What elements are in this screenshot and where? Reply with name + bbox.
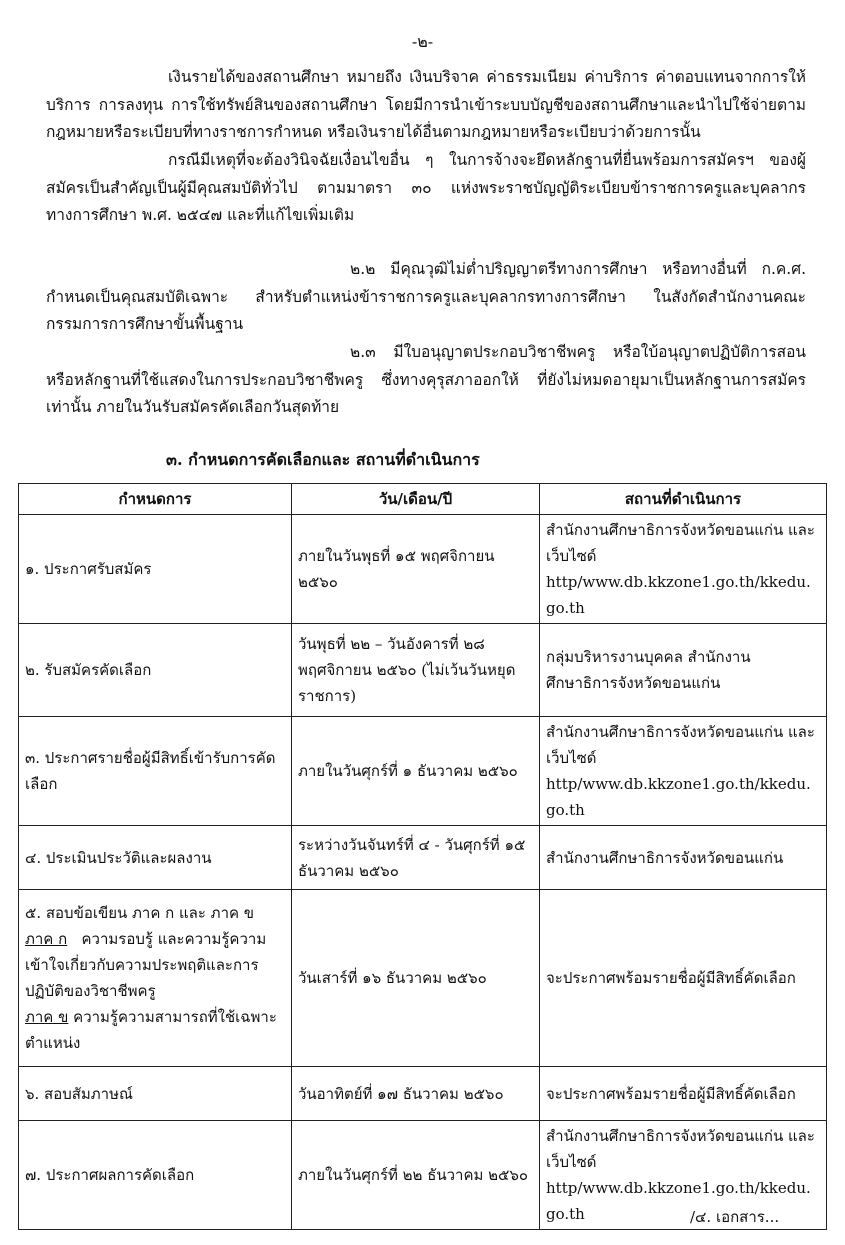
- table-row: [19, 890, 827, 1067]
- page-number: -๒-: [411, 32, 434, 51]
- part-b-label: ภาค ข: [25, 1008, 69, 1026]
- schedule-cell: ๓. ประกาศรายชื่อผู้มีสิทธิ์เข้ารับการคัดเลือก: [19, 717, 292, 826]
- table-row: [19, 515, 827, 624]
- part-a: [25, 926, 285, 1004]
- paragraph-conditions: กรณีมีเหตุที่จะต้องวินิจฉัยเงื่อนไขอื่น ๆ ในการจ้างจะยึดหลักฐานที่ยื่นพร้อมการสมัครฯ ของผู้สมัครเป็นสำคัญเป็นผู้มีคุณสมบัติทั่วไป ตามมาตรา ๓๐ แห่งพระราชบัญญัติระเบียบข้าราชการครูและบุคลากรทางการศึกษา พ.ศ. ๒๕๔๗ และที่แก้ไขเพิ่มเติม: [46, 151, 806, 224]
- date-cell: วันเสาร์ที่ ๑๖ ธันวาคม ๒๕๖๐: [292, 890, 540, 1067]
- schedule-cell: ๗. ประกาศผลการคัดเลือก: [19, 1121, 292, 1230]
- place-cell: จะประกาศพร้อมรายชื่อผู้มีสิทธิ์คัดเลือก: [540, 1067, 827, 1121]
- schedule-cell: ๖. สอบสัมภาษณ์: [19, 1067, 292, 1121]
- schedule-cell: ๒. รับสมัครคัดเลือก: [19, 624, 292, 717]
- header-place: สถานที่ดำเนินการ: [540, 484, 827, 515]
- schedule-cell: ๔. ประเมินประวัติและผลงาน: [19, 826, 292, 890]
- schedule-cell: [19, 890, 292, 1067]
- date-cell: ภายในวันศุกร์ที่ ๑ ธันวาคม ๒๕๖๐: [292, 717, 540, 826]
- table-row: [19, 1067, 827, 1121]
- place-cell: สำนักงานศึกษาธิการจังหวัดขอนแก่น: [540, 826, 827, 890]
- part-b-text: ความรู้ความสามารถที่ใช้เฉพาะตำแหน่ง: [25, 1008, 277, 1052]
- place-cell: สำนักงานศึกษาธิการจังหวัดขอนแก่น และเว็บไซด์ http/www.db.kkzone1.go.th/kkedu.go.th: [540, 515, 827, 624]
- section-heading: ๓. กำหนดการคัดเลือกและ สถานที่ดำเนินการ: [166, 450, 480, 469]
- part-a-text: ความรอบรู้ และความรู้ความเข้าใจเกี่ยวกับความประพฤติและการปฏิบัติของวิชาชีพครู: [25, 930, 267, 1000]
- table-row: [19, 624, 827, 717]
- written-exam-title: ๕. สอบข้อเขียน ภาค ก และ ภาค ข: [25, 904, 255, 922]
- header-date: วัน/เดือน/ปี: [292, 484, 540, 515]
- place-cell: จะประกาศพร้อมรายชื่อผู้มีสิทธิ์คัดเลือก: [540, 890, 827, 1067]
- place-cell: สำนักงานศึกษาธิการจังหวัดขอนแก่น และเว็บไซด์ http/www.db.kkzone1.go.th/kkedu.go.th: [540, 717, 827, 826]
- part-a-label: ภาค ก: [25, 930, 68, 948]
- paragraph-qualification-2-2: ๒.๒ มีคุณวุฒิไม่ต่ำปริญญาตรีทางการศึกษา หรือทางอื่นที่ ก.ค.ศ. กำหนดเป็นคุณสมบัติเฉพาะ สำหรับตำแหน่งข้าราชการครูและบุคลากรทางการศึกษา ในสังกัดสำนักงานคณะกรรมการการศึกษาขั้นพื้นฐาน: [46, 260, 806, 333]
- schedule-cell: ๑. ประกาศรับสมัคร: [19, 515, 292, 624]
- date-cell: ระหว่างวันจันทร์ที่ ๔ - วันศุกร์ที่ ๑๕ ธันวาคม ๒๕๖๐: [292, 826, 540, 890]
- paragraph-license-2-3: ๒.๓ มีใบอนุญาตประกอบวิชาชีพครู หรือใบ้อนุญาตปฏิบัติการสอน หรือหลักฐานที่ใช้แสดงในการประกอบวิชาชีพครู ซึ่งทางคุรุสภาออกให้ ที่ยังไม่หมดอายุมาเป็นหลักฐานการสมัครเท่านั้น ภายในวันรับสมัครคัดเลือกวันสุดท้าย: [46, 343, 806, 416]
- date-cell: วันอาทิตย์ที่ ๑๗ ธันวาคม ๒๕๖๐: [292, 1067, 540, 1121]
- date-cell: ภายในวันพุธที่ ๑๕ พฤศจิกายน ๒๕๖๐: [292, 515, 540, 624]
- table-header-row: [19, 484, 827, 515]
- footer-continuation: /๔. เอกสาร...: [690, 1208, 780, 1226]
- schedule-table: [18, 483, 827, 1230]
- table-row: [19, 826, 827, 890]
- place-cell: กลุ่มบริหารงานบุคคล สำนักงานศึกษาธิการจังหวัดขอนแก่น: [540, 624, 827, 717]
- header-schedule: กำหนดการ: [19, 484, 292, 515]
- paragraph-income-definition: เงินรายได้ของสถานศึกษา หมายถึง เงินบริจาค ค่าธรรมเนียม ค่าบริการ ค่าตอบแทนจากการให้บริการ การลงทุน การใช้ทรัพย์สินของสถานศึกษา โดยมีการนำเข้าระบบบัญชีของสถานศึกษาและนำไปใช้จ่ายตามกฎหมายหรือระเบียบที่ทางราชการกำหนด หรือเงินรายได้อื่นตามกฎหมายหรือระเบียบว่าด้วยการนั้น: [46, 68, 806, 141]
- date-cell: ภายในวันศุกร์ที่ ๒๒ ธันวาคม ๒๕๖๐: [292, 1121, 540, 1230]
- table-row: [19, 717, 827, 826]
- place-cell: สำนักงานศึกษาธิการจังหวัดขอนแก่น และเว็บไซด์ http/www.db.kkzone1.go.th/kkedu.go.th: [540, 1121, 827, 1230]
- part-b: [25, 1004, 285, 1056]
- date-cell: วันพุธที่ ๒๒ – วันอังคารที่ ๒๘ พฤศจิกายน ๒๕๖๐ (ไม่เว้นวันหยุดราชการ): [292, 624, 540, 717]
